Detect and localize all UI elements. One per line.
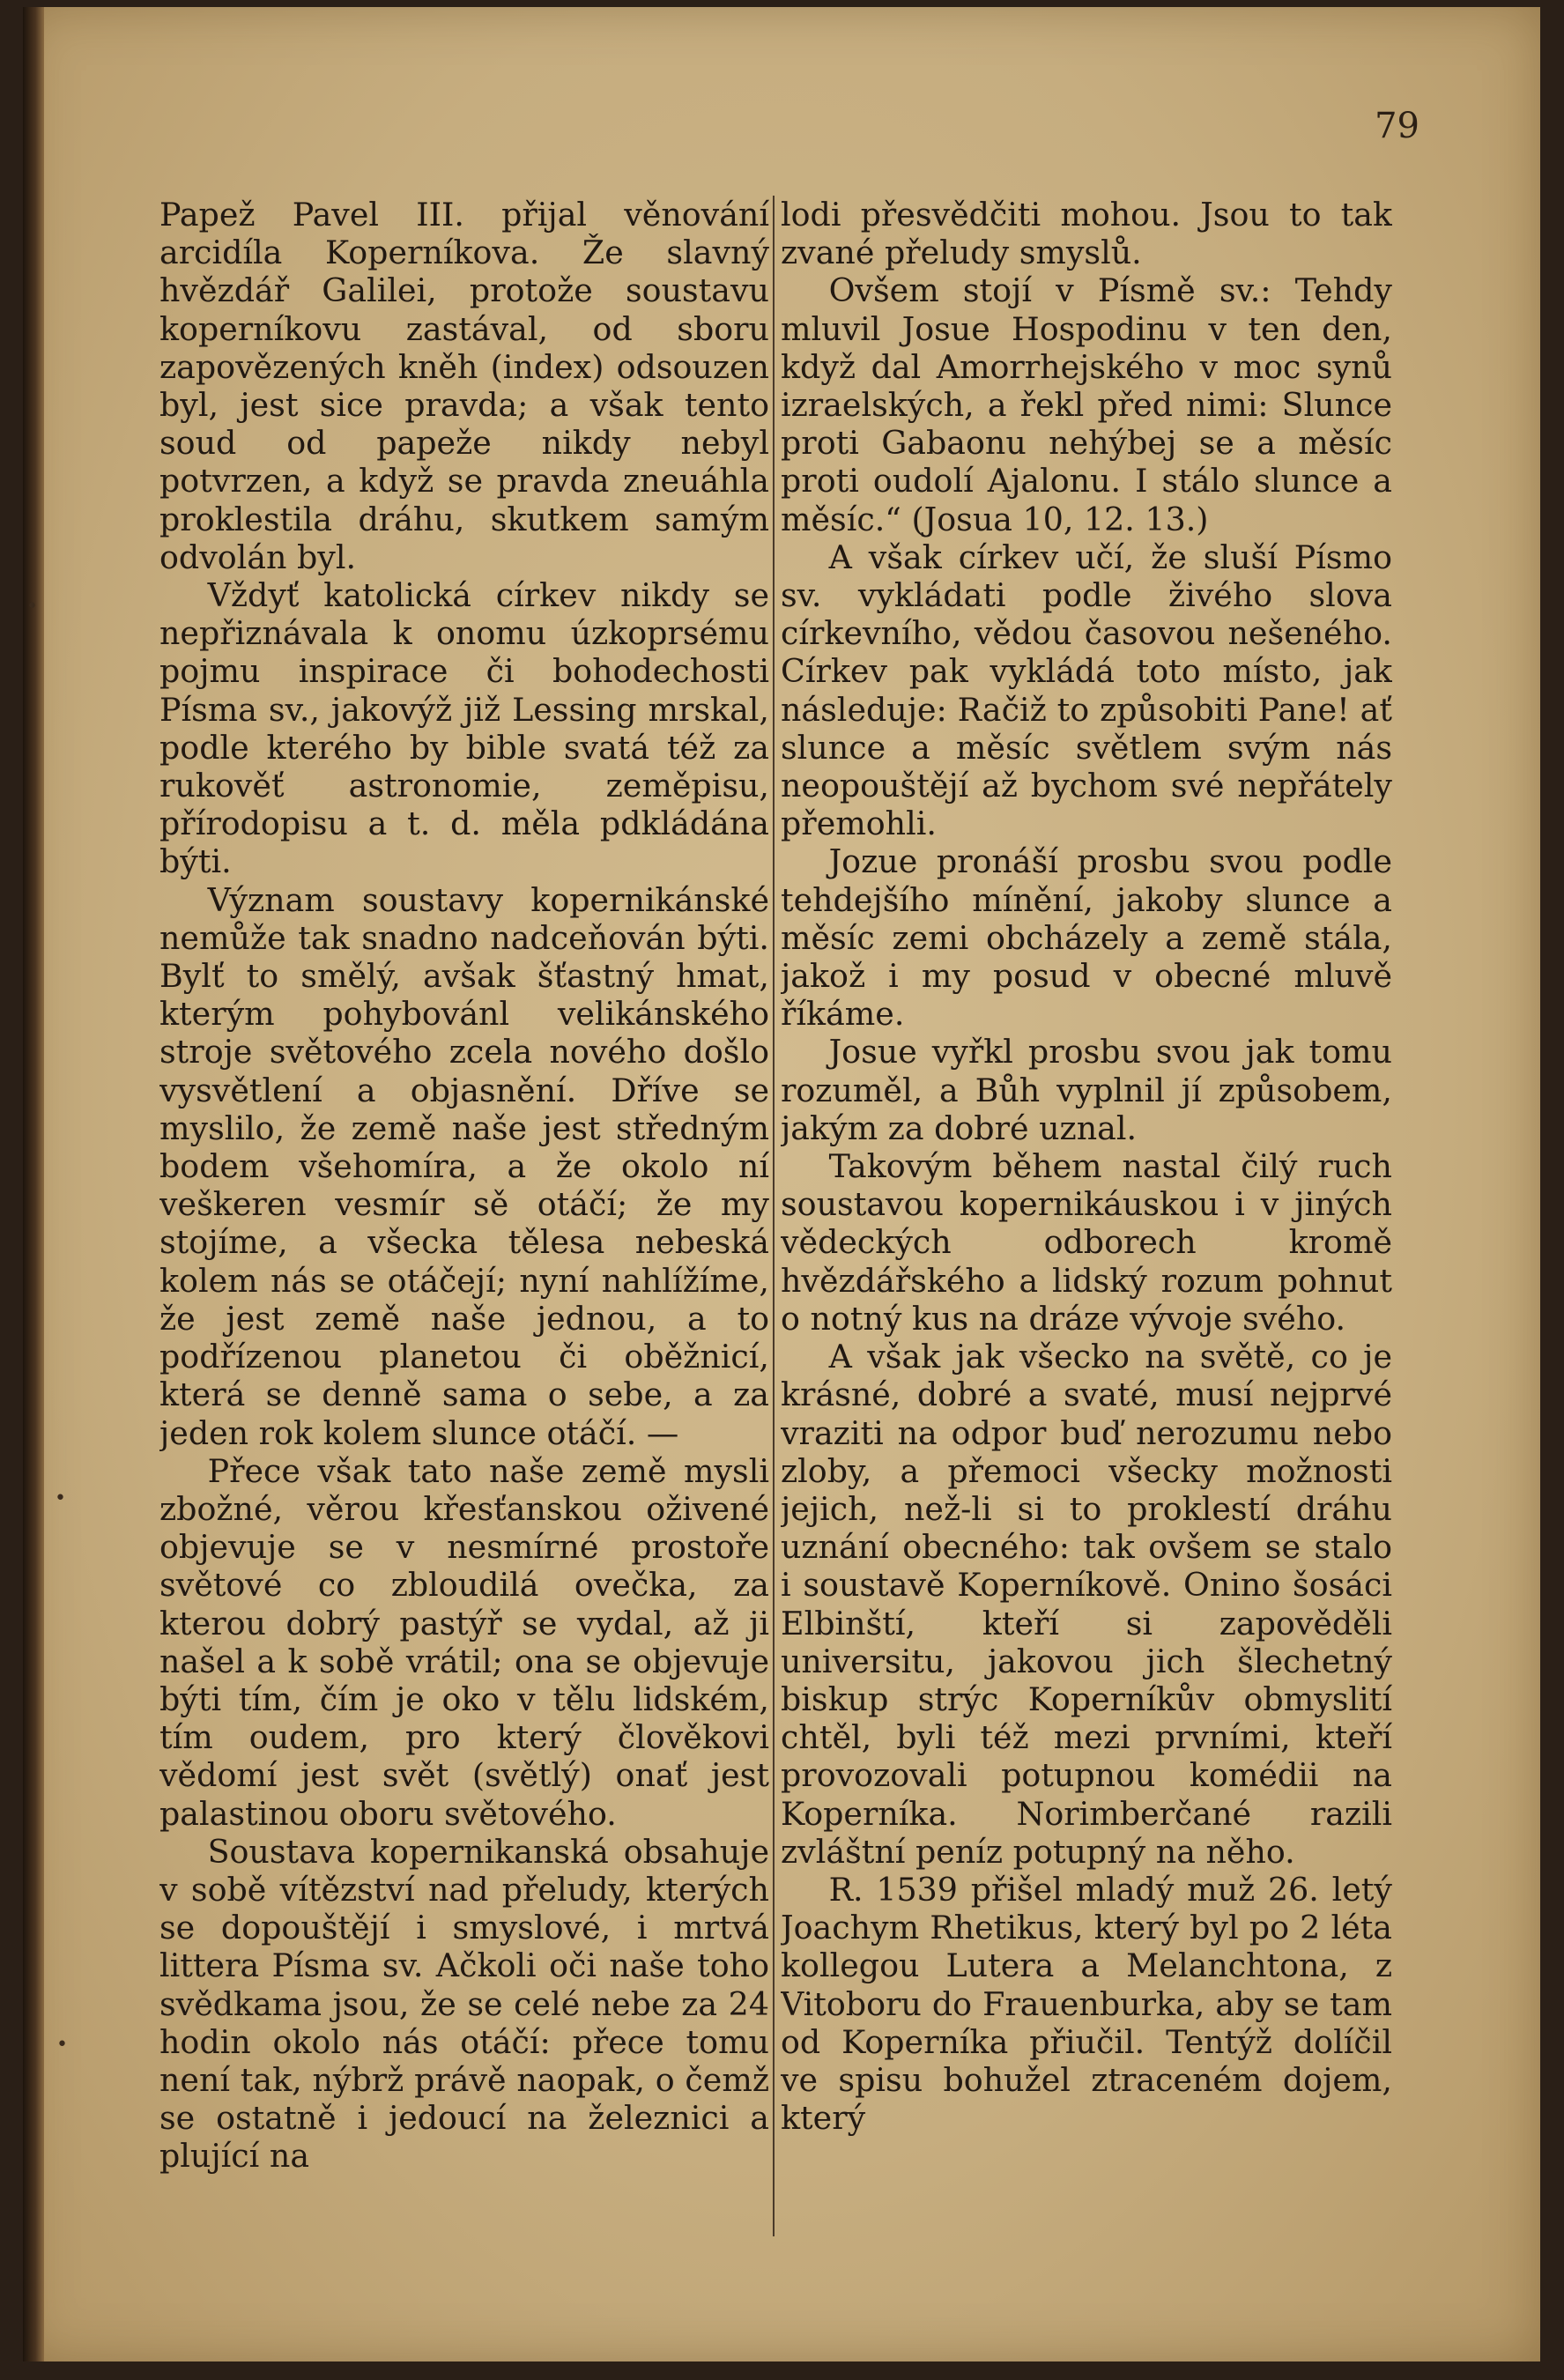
paragraph: A však jak všecko na světě, co je krásné, dobré a svaté, musí nejprvé vraziti na odpor buď nerozumu nebo zloby, a přemoci všecky možnosti jejich, než-li si to proklestí dráhu uznání obecného: tak ovšem se stalo i soustavě Koperníkově. Onino šosáci Elbinští, kteří si zapověděli universitu, jakovou jich šlechetný biskup strýc Koperníkův obmyslití chtěl, byli též mezi prvními, kteří provozovali potupnou komédii na Koperníka. Norimberčané razili zvláštní peníz potupný na něho. (781, 1338, 1392, 1871)
paragraph: Josue vyřkl prosbu svou jak tomu rozuměl, a Bůh vyplnil jí způsobem, jakým za dobré uznal. (781, 1033, 1392, 1147)
book-spine (23, 7, 44, 2361)
paragraph: Papež Pavel III. přijal věnování arcidíla Koperníkova. Že slavný hvězdář Galilei, protože soustavu koperníkovu zastával, od sboru zapovězených kněh (index) odsouzen byl, jest sice pravda; a však tento soud od papeže nikdy nebyl potvrzen, a když se pravda zneuáhla proklestila dráhu, skutkem samým odvolán byl. (159, 196, 769, 576)
paragraph: R. 1539 přišel mladý muž 26. letý Joachym Rhetikus, který byl po 2 léta kollegou Lutera a Melanchtona, z Vitoboru do Frauenburka, aby se tam od Koperníka přiučil. Tentýž dolíčil ve spisu bohužel ztraceném dojem, který (781, 1870, 1392, 2138)
paragraph: Význam soustavy kopernikánské nemůže tak snadno nadceňován býti. Bylť to smělý, avšak šťastný hmat, kterým pohybovánl velikánského stroje světového zcela nového došlo vysvětlení a objasnění. Dříve se myslilo, že země naše jest středným bodem všehomíra, a že okolo ní veškeren vesmír sě otáčí; že my stojíme, a všecka tělesa nebeská kolem nás se otáčejí; nyní nahlížíme, že jest země naše jednou, a to podřízenou planetou či oběžnicí, která se denně sama o sebe, a za jeden rok kolem slunce otáčí. — (159, 880, 769, 1452)
paragraph: Jozue pronáší prosbu svou podle tehdejšího mínění, jakoby slunce a měsíc zemi obcházely a země stála, jakož i my posud v obecné mluvě říkáme. (781, 842, 1392, 1034)
column-divider (773, 196, 775, 2236)
margin-mark: • (56, 2034, 68, 2056)
left-column (159, 196, 769, 2275)
paragraph: Ovšem stojí v Písmě sv.: Tehdy mluvil Josue Hospodinu v ten den, když dal Amorrhejského v moc synů izraelských, a řekl před nimi: Slunce proti Gabaonu nehýbej se a měsíc proti oudolí Ajalonu. I stálo slunce a měsíc.“ (Josua 10, 12. 13.) (781, 271, 1392, 538)
right-column (781, 196, 1392, 2275)
paragraph: Soustava kopernikanská obsahuje v sobě vítězství nad přeludy, kterých se dopouštějí i smyslové, i mrtvá littera Písma sv. Ačkoli oči naše toho svědkama jsou, že se celé nebe za 24 hodin okolo nás otáčí: přece tomu není tak, nýbrž právě naopak, o čemž se ostatně i jedoucí na železnici a plující na (159, 1832, 769, 2176)
paragraph: lodi přesvědčiti mohou. Jsou to tak zvané přeludy smyslů. (781, 196, 1392, 272)
paragraph: Takovým během nastal čilý ruch soustavou kopernikáuskou i v jiných vědeckých odborech kromě hvězdářského a lidský rozum pohnut o notný kus na dráze vývoje svého. (781, 1147, 1392, 1338)
paragraph: Přece však tato naše země mysli zbožné, věrou křesťanskou oživené objevuje se v nesmírné prostoře světové co zbloudilá ovečka, za kterou dobrý pastýř se vydal, až ji našel a k sobě vrátil; ona se objevuje býti tím, čím je oko v tělu lidském, tím oudem, pro který člověkovi vědomí jest svět (světlý) onať jest palastinou oboru světového. (159, 1451, 769, 1833)
margin-mark: • (55, 1487, 66, 1509)
page-number: 79 (1375, 106, 1419, 146)
paragraph: A však církev učí, že sluší Písmo sv. vykládati podle živého slova církevního, vědou časovou nešeného. Církev pak vykládá toto místo, jak následuje: Račiž to způsobiti Pane! ať slunce a měsíc světlem svým nás neopouštějí až bychom své nepřátely přemohli. (781, 538, 1392, 843)
paragraph: Vždyť katolická církev nikdy se nepřiznávala k onomu úzkoprsému pojmu inspirace či bohodechosti Písma sv., jakovýž již Lessing mrskal, podle kterého by bible svatá též za rukověť astronomie, zeměpisu, přírodopisu a t. d. měla pdkládána býti. (159, 576, 769, 881)
book-page (23, 7, 1540, 2361)
margin-mark: • (26, 596, 38, 618)
